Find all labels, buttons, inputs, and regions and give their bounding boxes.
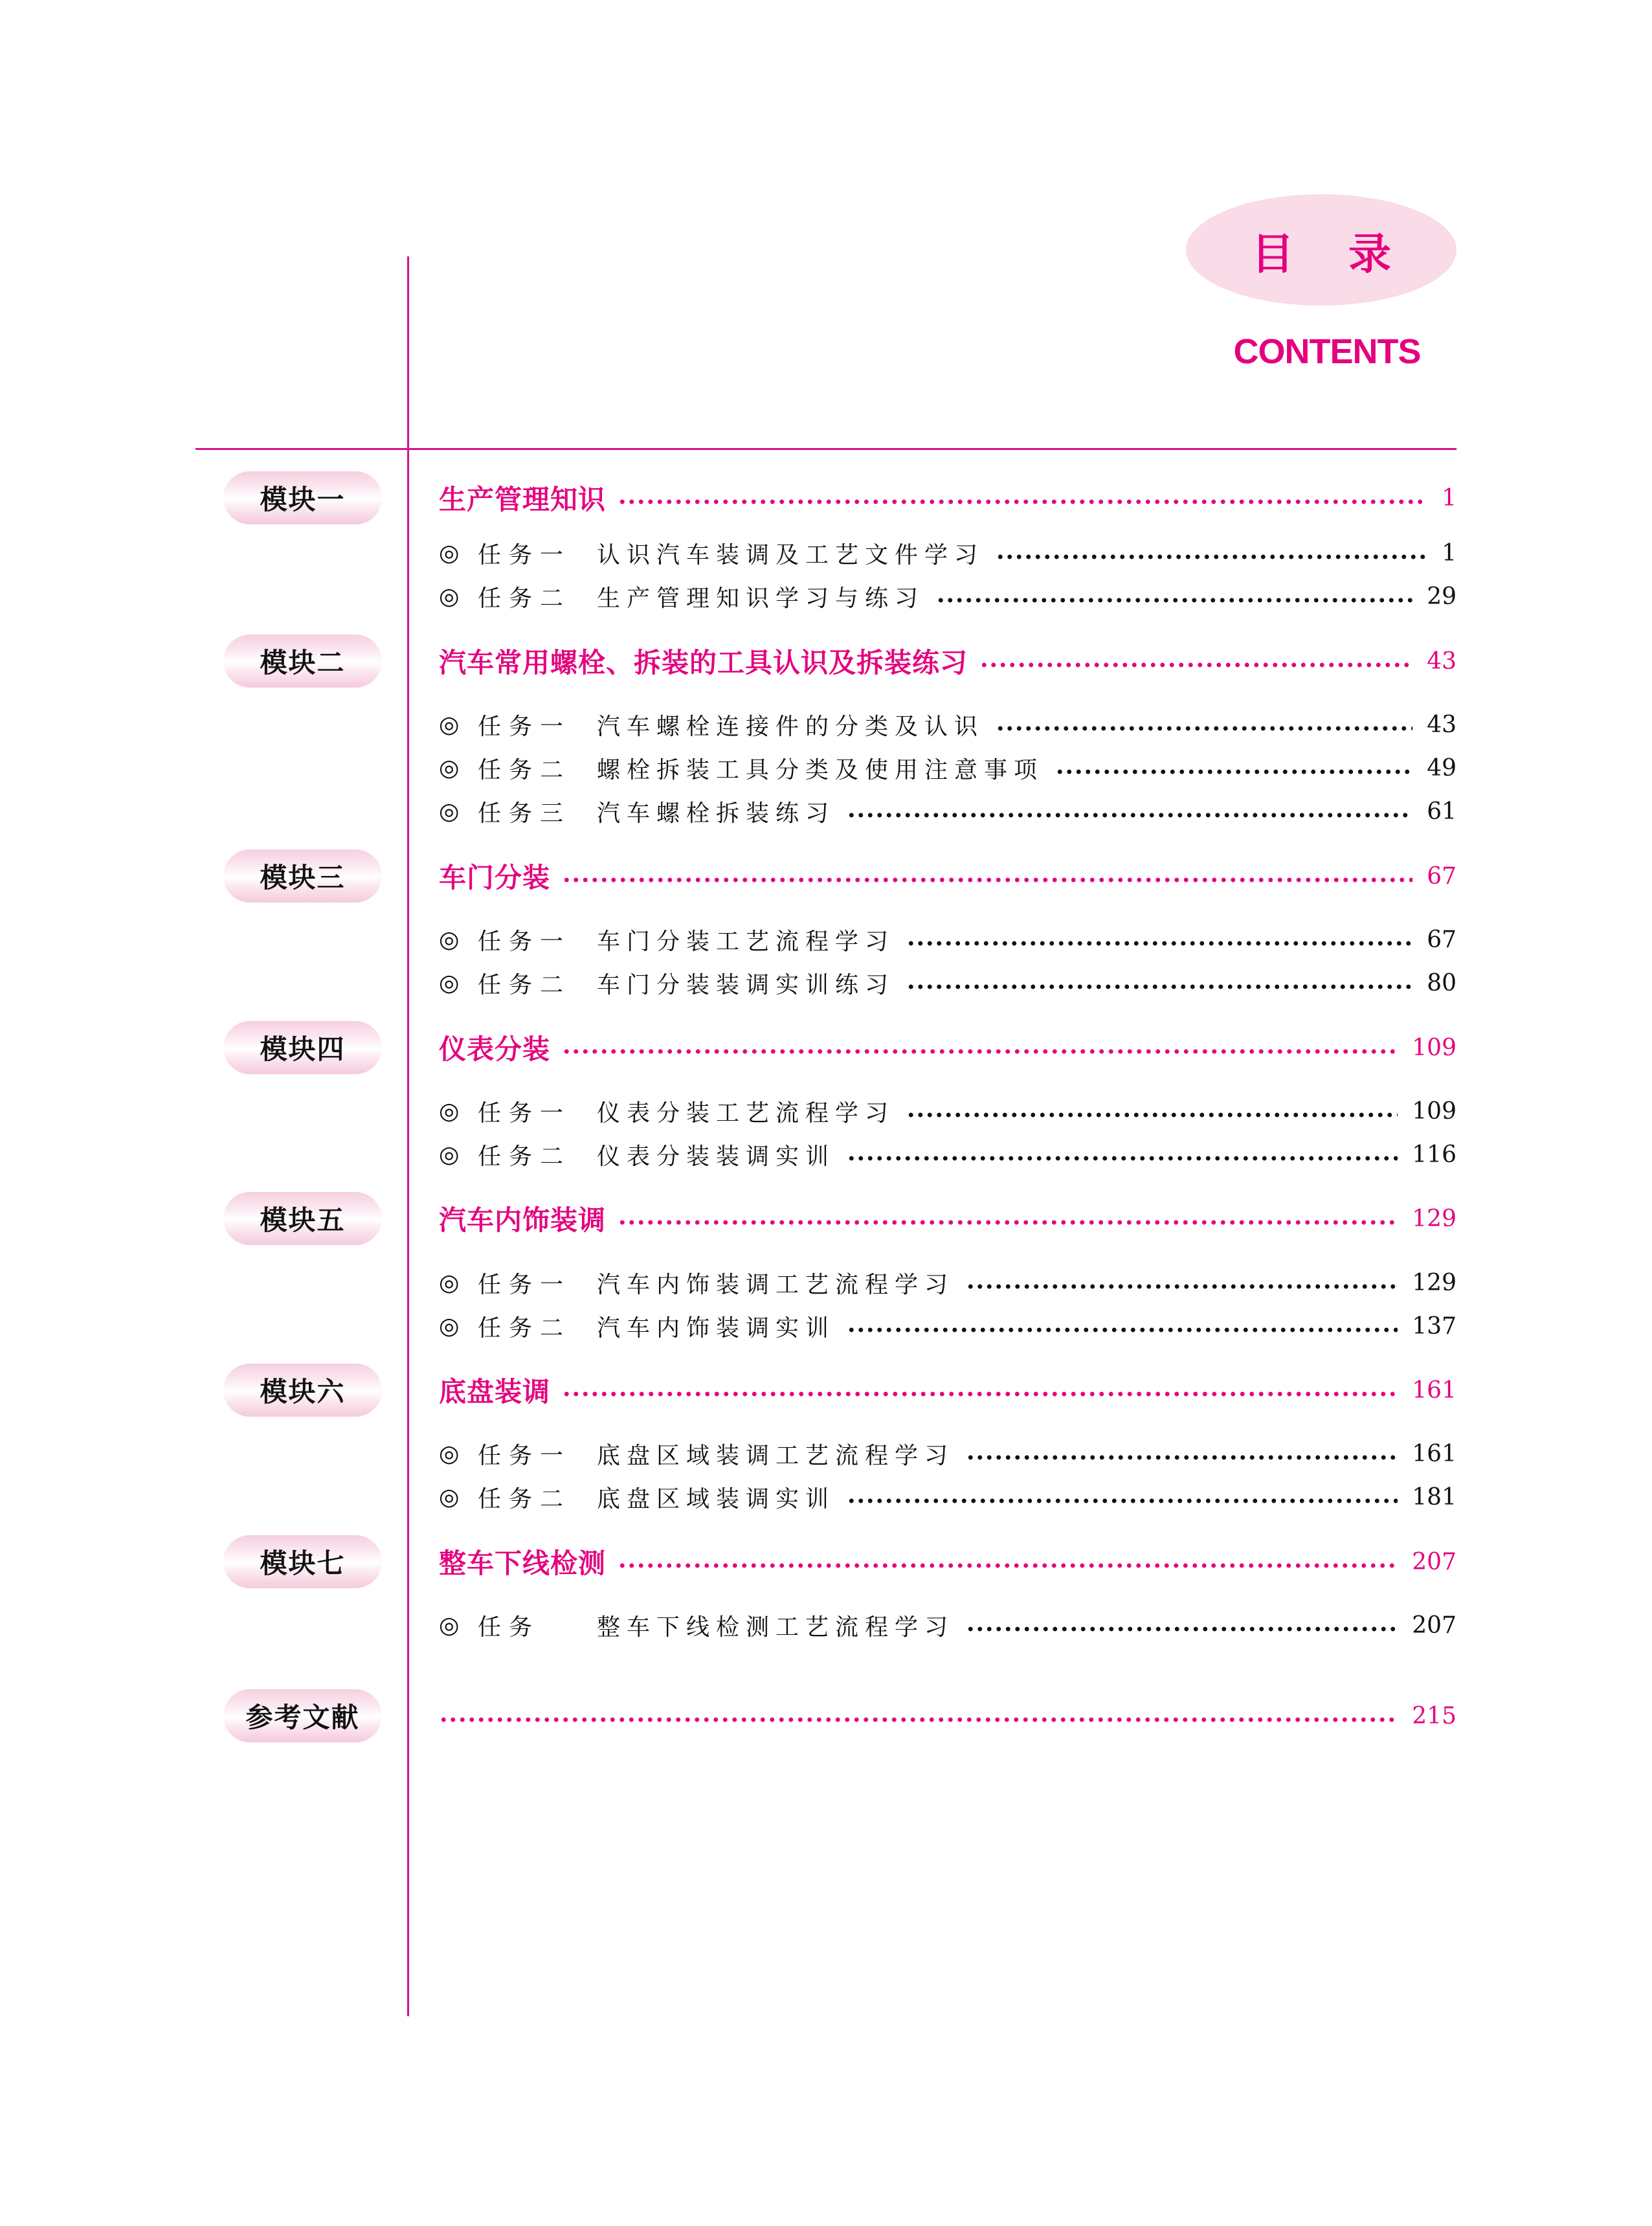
module-label: 模块四 [260, 1033, 346, 1065]
double-circle-icon: ◎ [439, 583, 460, 610]
toc-task-entry[interactable] [439, 1308, 1457, 1344]
module-title: 汽车常用螺栓、拆装的工具认识及拆装练习 [439, 647, 968, 679]
page-number: 129 [1412, 1205, 1457, 1232]
toc-task-entry[interactable] [439, 1093, 1457, 1129]
references-badge [223, 1689, 382, 1742]
task-title: 汽车内饰装调实训 [597, 1314, 836, 1342]
toc-task-entry[interactable] [439, 921, 1457, 958]
task-title: 汽车内饰装调工艺流程学习 [597, 1271, 955, 1298]
module-label: 模块七 [260, 1547, 346, 1579]
module-label: 模块三 [260, 862, 346, 894]
double-circle-icon: ◎ [439, 1312, 460, 1340]
module-title: 车门分装 [439, 862, 551, 894]
dot-leader [906, 941, 1412, 946]
module-label: 模块六 [260, 1376, 346, 1408]
page-number: 129 [1412, 1269, 1457, 1296]
dot-leader [996, 726, 1412, 731]
task-label: 任务一 [478, 713, 572, 740]
toc-task-entry[interactable] [439, 706, 1457, 743]
module-title: 汽车内饰装调 [439, 1204, 607, 1236]
toc-module-entry[interactable] [439, 1544, 1457, 1580]
module-title: 整车下线检测 [439, 1547, 607, 1579]
page-number: 43 [1427, 711, 1457, 738]
module-title: 生产管理知识 [439, 484, 607, 515]
page-number: 215 [1412, 1702, 1457, 1729]
module-label: 模块二 [260, 647, 346, 679]
module-badge [223, 1021, 382, 1074]
task-title: 车门分装装调实训练习 [597, 971, 895, 998]
page-number: 109 [1412, 1034, 1457, 1061]
page-number: 109 [1412, 1097, 1457, 1125]
dot-leader [847, 813, 1412, 818]
module-badge [223, 1192, 382, 1245]
page-subtitle: CONTENTS [1233, 332, 1421, 371]
double-circle-icon: ◎ [439, 711, 460, 738]
dot-leader [847, 1498, 1398, 1503]
toc-task-entry[interactable] [439, 1479, 1457, 1515]
module-badge [223, 635, 382, 688]
page-number: 1 [1442, 484, 1457, 512]
dot-leader [618, 1220, 1398, 1225]
double-circle-icon: ◎ [439, 754, 460, 781]
task-label: 任务二 [478, 756, 572, 783]
task-title: 车门分装工艺流程学习 [597, 928, 895, 955]
references-label: 参考文献 [245, 1702, 360, 1733]
page-number: 49 [1427, 754, 1457, 781]
dot-leader [936, 598, 1412, 603]
task-title: 底盘区域装调实训 [597, 1485, 836, 1512]
dot-leader [618, 499, 1427, 504]
task-title: 生产管理知识学习与练习 [597, 585, 925, 612]
toc-task-entry[interactable] [439, 578, 1457, 614]
page-number: 67 [1427, 926, 1457, 953]
dot-leader [906, 1112, 1398, 1118]
dot-leader [439, 1717, 1398, 1722]
horizontal-rule [195, 448, 1457, 450]
task-title: 螺栓拆装工具分类及使用注意事项 [597, 756, 1044, 783]
page-number: 67 [1427, 862, 1457, 890]
page-number: 43 [1427, 647, 1457, 675]
toc-task-entry[interactable] [439, 1607, 1457, 1643]
page-number: 1 [1442, 539, 1457, 567]
task-label: 任务一 [478, 1442, 572, 1469]
task-title: 汽车螺栓拆装练习 [597, 800, 836, 827]
module-title: 仪表分装 [439, 1033, 551, 1065]
page-number: 61 [1427, 798, 1457, 825]
task-label: 任务二 [478, 1485, 572, 1512]
task-title: 底盘区域装调工艺流程学习 [597, 1442, 955, 1469]
toc-task-entry[interactable] [439, 750, 1457, 786]
toc-module-entry[interactable] [439, 858, 1457, 894]
page-number: 207 [1412, 1612, 1457, 1639]
toc-references-entry[interactable] [439, 1698, 1457, 1734]
module-label: 模块一 [260, 484, 346, 515]
double-circle-icon: ◎ [439, 926, 460, 953]
toc-module-entry[interactable] [439, 480, 1457, 516]
page-number: 161 [1412, 1377, 1457, 1404]
toc-task-entry[interactable] [439, 965, 1457, 1001]
dot-leader [966, 1455, 1398, 1460]
task-label: 任务一 [478, 1099, 572, 1127]
page-number: 29 [1427, 583, 1457, 610]
dot-leader [618, 1563, 1398, 1568]
task-title: 仪表分装工艺流程学习 [597, 1099, 895, 1127]
dot-leader [847, 1156, 1398, 1161]
page-title: 目录 [1251, 229, 1446, 279]
task-title: 汽车螺栓连接件的分类及认识 [597, 713, 985, 740]
double-circle-icon: ◎ [439, 798, 460, 825]
task-label: 任务一 [478, 1271, 572, 1298]
dot-leader [562, 1049, 1398, 1054]
toc-module-entry[interactable] [439, 643, 1457, 679]
task-label: 任务 [478, 1613, 541, 1641]
title-badge [1186, 194, 1457, 306]
task-title: 整车下线检测工艺流程学习 [597, 1613, 955, 1641]
task-label: 任务一 [478, 928, 572, 955]
dot-leader [847, 1327, 1398, 1332]
dot-leader [996, 554, 1427, 559]
double-circle-icon: ◎ [439, 1483, 460, 1511]
page-number: 137 [1412, 1312, 1457, 1340]
double-circle-icon: ◎ [439, 1269, 460, 1296]
toc-module-entry[interactable] [439, 1029, 1457, 1066]
task-label: 任务二 [478, 1314, 572, 1342]
module-label: 模块五 [260, 1204, 346, 1236]
toc-task-entry[interactable] [439, 535, 1457, 571]
dot-leader [979, 662, 1412, 668]
page-number: 116 [1412, 1141, 1457, 1168]
vertical-rule [407, 256, 409, 2016]
dot-leader [966, 1284, 1398, 1289]
task-label: 任务三 [478, 800, 572, 827]
dot-leader [1055, 769, 1412, 774]
toc-task-entry[interactable] [439, 1435, 1457, 1472]
module-badge [223, 471, 382, 524]
double-circle-icon: ◎ [439, 1097, 460, 1125]
module-title: 底盘装调 [439, 1376, 551, 1408]
page-number: 207 [1412, 1548, 1457, 1575]
toc-task-entry[interactable] [439, 1136, 1457, 1173]
task-label: 任务一 [478, 541, 572, 568]
double-circle-icon: ◎ [439, 1141, 460, 1168]
toc-module-entry[interactable] [439, 1372, 1457, 1408]
page-number: 161 [1412, 1440, 1457, 1467]
task-title: 仪表分装装调实训 [597, 1143, 836, 1170]
module-badge [223, 1364, 382, 1417]
toc-task-entry[interactable] [439, 1265, 1457, 1301]
toc-module-entry[interactable] [439, 1200, 1457, 1237]
page-number: 80 [1427, 969, 1457, 996]
dot-leader [562, 1391, 1398, 1397]
double-circle-icon: ◎ [439, 969, 460, 996]
double-circle-icon: ◎ [439, 539, 460, 567]
task-label: 任务二 [478, 1143, 572, 1170]
dot-leader [966, 1626, 1398, 1632]
dot-leader [562, 877, 1412, 883]
module-badge [223, 1535, 382, 1588]
task-label: 任务二 [478, 971, 572, 998]
page-number: 181 [1412, 1483, 1457, 1511]
double-circle-icon: ◎ [439, 1440, 460, 1467]
dot-leader [906, 984, 1412, 989]
task-label: 任务二 [478, 585, 572, 612]
task-title: 认识汽车装调及工艺文件学习 [597, 541, 985, 568]
toc-task-entry[interactable] [439, 793, 1457, 829]
double-circle-icon: ◎ [439, 1612, 460, 1639]
module-badge [223, 849, 382, 903]
